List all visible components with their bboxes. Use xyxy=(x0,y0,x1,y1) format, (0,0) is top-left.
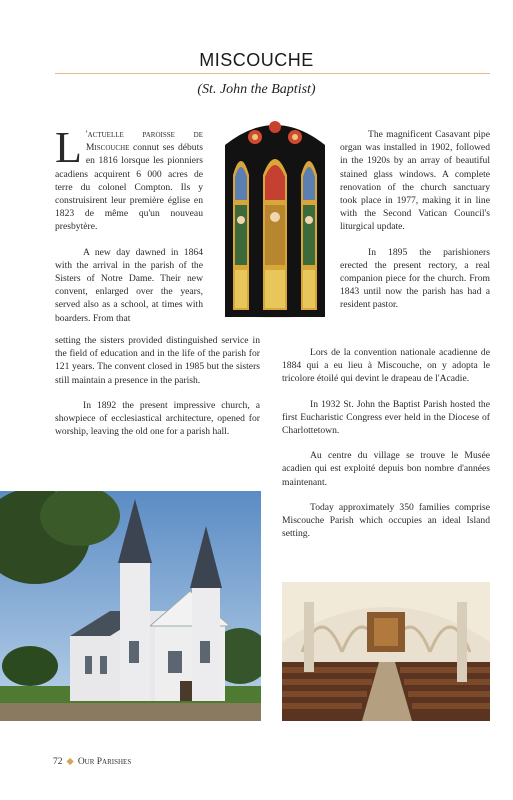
stained-glass-window-image xyxy=(220,105,330,320)
sisters-paragraph: A new day dawned in 1864 with the arrival in the parish of the Sisters of Notre Dame. Their new convent, enlarged over the years, served also as a school, at times with boarders. From that xyxy=(55,246,203,324)
intro-text: connut ses débuts en 1816 lorsque les pionniers acadiens acquirent 6 000 acres de terre du colonel Compton. Ils y construisirent leur première église en 1823 de même qu'un nouveau presbytère. xyxy=(55,142,203,233)
left-wide-column xyxy=(55,334,260,438)
page-number: 72 xyxy=(53,757,63,767)
diamond-icon: ◆ xyxy=(66,757,74,767)
church-paragraph: In 1892 the present impressive church, a showpiece of ecclesiastical architecture, opened for worship, leaving the old one for a parish hall. xyxy=(55,399,260,438)
rectory-paragraph: In 1895 the parishioners erected the present rectory, a real companion piece for the church. From 1843 until now the parish has had a resident pastor. xyxy=(340,246,490,311)
convention-paragraph: Lors de la convention nationale acadienne de 1884 qui a eu lieu à Miscouche, on y adopta le tricolore étoilé qui devint le drapeau de l'Acadie. xyxy=(282,347,490,385)
museum-paragraph: Au centre du village se trouve le Musée acadien qui est exploité depuis bon nombre d'années maintenant. xyxy=(282,450,490,488)
drop-cap: L xyxy=(55,123,82,172)
page-subtitle: (St. John the Baptist) xyxy=(197,82,316,97)
right-column xyxy=(340,128,490,312)
title-rule xyxy=(55,73,490,74)
right-wide-column xyxy=(282,346,490,540)
section-name: Our Parishes xyxy=(77,757,132,767)
intro-paragraph xyxy=(55,123,203,234)
intro-small-caps: 'actuelle paroisse de Miscouche xyxy=(85,129,203,154)
families-paragraph: Today approximately 350 families comprise Miscouche Parish which occupies an ideal Island setting. xyxy=(282,501,490,540)
left-column xyxy=(55,123,203,325)
congress-paragraph: In 1932 St. John the Baptist Parish hosted the first Eucharistic Congress ever held in the Diocese of Charlottetown. xyxy=(282,398,490,437)
church-exterior-photo xyxy=(0,491,261,721)
page-footer xyxy=(53,756,131,767)
sisters-paragraph-cont: setting the sisters provided distinguished service in the field of education and in the life of the parish for 121 years. The convent closed in 1985 but the sisters still maintain a presence in the parish. xyxy=(55,335,260,386)
organ-paragraph: The magnificent Casavant pipe organ was installed in 1902, followed in the 1920s by an array of beautiful stained glass windows. A complete renovation of the church sanctuary took place in 1977, making it in line with the Second Vatican Council's liturgical update. xyxy=(340,129,490,233)
page-title: MISCOUCHE xyxy=(199,50,314,70)
church-interior-photo xyxy=(282,582,490,721)
